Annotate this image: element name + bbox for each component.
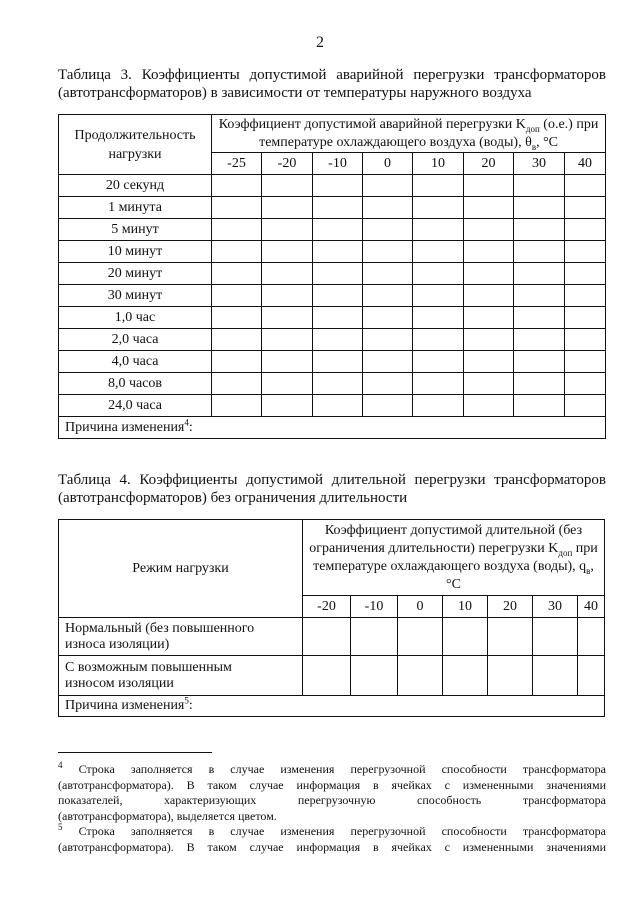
table3-row-label: 4,0 часа — [59, 351, 212, 373]
table3-header-sub2: в — [531, 141, 537, 152]
footnote-5-line2: (автотрансформатора). В таком случае информация в ячейках с измененными значениями — [58, 839, 606, 854]
table4-caption — [58, 471, 606, 507]
footnote-4 — [58, 762, 606, 824]
table3-row-label: 10 минут — [59, 241, 212, 263]
footnote-5 — [58, 824, 606, 855]
footnote-4-line4: (автотрансформатора), выделяется цветом. — [58, 808, 277, 823]
table4-reason-row — [59, 696, 605, 717]
table3-header-sub: доп — [525, 123, 540, 134]
table3-row-label: 1 минута — [59, 197, 212, 219]
table3-temp: -25 — [212, 153, 262, 175]
table3-temp: -10 — [313, 153, 363, 175]
table3-caption-line1: Таблица 3. Коэффициенты допустимой аварийной перегрузки трансформаторов — [58, 67, 606, 83]
footnote-5-line1: Строка заполняется в случае изменения перегрузочной способности трансформатора — [62, 824, 606, 838]
footnote-4-line1: Строка заполняется в случае изменения перегрузочной способности трансформатора — [62, 762, 606, 776]
table-row — [59, 329, 606, 351]
table4-row-label: С возможным повышенным износом изоляции — [59, 656, 303, 696]
table3-temp: 20 — [464, 153, 514, 175]
table3-temp: 0 — [363, 153, 413, 175]
table3-temp: 10 — [413, 153, 464, 175]
table3-temp: -20 — [262, 153, 313, 175]
footnote-divider — [58, 752, 212, 753]
table4-temp: 30 — [533, 596, 578, 618]
table3-row-label: 20 минут — [59, 263, 212, 285]
table4-header-mode: Режим нагрузки — [59, 520, 303, 618]
table4-reason-mark: 5 — [184, 695, 189, 706]
table3-header-duration: Продолжительность нагрузки — [59, 115, 212, 175]
table4-temp: 40 — [578, 596, 605, 618]
table3-row-label: 5 минут — [59, 219, 212, 241]
table3-temp: 40 — [565, 153, 606, 175]
table3 — [58, 114, 606, 439]
table-row — [59, 241, 606, 263]
table4-temp: -20 — [303, 596, 351, 618]
table3-row-label: 2,0 часа — [59, 329, 212, 351]
table-row — [59, 656, 605, 696]
table4-temp: 0 — [398, 596, 443, 618]
table3-header-text2: (о.е.) при температуре охлаждающего воздуха (воды), θ — [259, 116, 599, 150]
table3-reason-mark: 4 — [184, 416, 189, 427]
table-row — [59, 395, 606, 417]
footnote-4-line3: показателей, характеризующих перегрузочную способность трансформатора — [58, 793, 606, 807]
footnote-4-line2: (автотрансформатора). В таком случае информация в ячейках с измененными значениями — [58, 777, 606, 792]
table3-reason-row — [59, 417, 606, 439]
page-number: 2 — [316, 34, 324, 51]
table3-header-coefficient — [212, 115, 606, 153]
table-row — [59, 618, 605, 656]
table4-header-text2: при температуре охлаждающего воздуха (воды), q — [313, 540, 598, 574]
table-row — [59, 175, 606, 197]
table4-row-label: Нормальный (без повышенного износа изоляции) — [59, 618, 303, 656]
table-row — [59, 373, 606, 395]
table-row — [59, 263, 606, 285]
table4-temp: -10 — [351, 596, 398, 618]
table-row — [59, 351, 606, 373]
table4-caption-line1: Таблица 4. Коэффициенты допустимой длительной перегрузки трансформаторов — [58, 472, 606, 488]
table3-row-label: 8,0 часов — [59, 373, 212, 395]
table4-reason — [59, 696, 605, 717]
footnote-4-mark: 4 — [58, 760, 63, 770]
table4-reason-colon: : — [188, 698, 193, 713]
table3-reason-colon: : — [188, 419, 193, 435]
table-row — [59, 285, 606, 307]
table4-header-sub2: в — [586, 565, 591, 576]
table4-header-text1: Коэффициент допустимой длительной (без ограничения длительности) перегрузки K — [309, 522, 583, 556]
table-row — [59, 307, 606, 329]
table4-reason-label: Причина изменения — [65, 698, 185, 713]
table-row — [59, 219, 606, 241]
table3-header-text1: Коэффициент допустимой аварийной перегрузки K — [218, 116, 526, 132]
footnote-5-mark: 5 — [58, 822, 63, 832]
table3-row-label: 30 минут — [59, 285, 212, 307]
table4-temp: 10 — [443, 596, 488, 618]
table4-header-coefficient — [303, 520, 605, 596]
table4-header-text3: , °С — [446, 558, 594, 592]
table3-reason — [59, 417, 606, 439]
table4 — [58, 519, 605, 717]
table3-row-label: 24,0 часа — [59, 395, 212, 417]
table3-header-text3: , °С — [536, 134, 558, 150]
table3-caption-line2: (автотрансформаторов) в зависимости от температуры наружного воздуха — [58, 85, 532, 101]
table3-caption — [58, 66, 606, 102]
table4-caption-line2: (автотрансформаторов) без ограничения длительности — [58, 490, 408, 506]
table4-temp: 20 — [488, 596, 533, 618]
table-row — [59, 197, 606, 219]
table3-temp: 30 — [514, 153, 565, 175]
table4-header-sub: доп — [558, 547, 573, 558]
table3-reason-label: Причина изменения — [65, 419, 185, 435]
table3-row-label: 1,0 час — [59, 307, 212, 329]
table3-row-label: 20 секунд — [59, 175, 212, 197]
